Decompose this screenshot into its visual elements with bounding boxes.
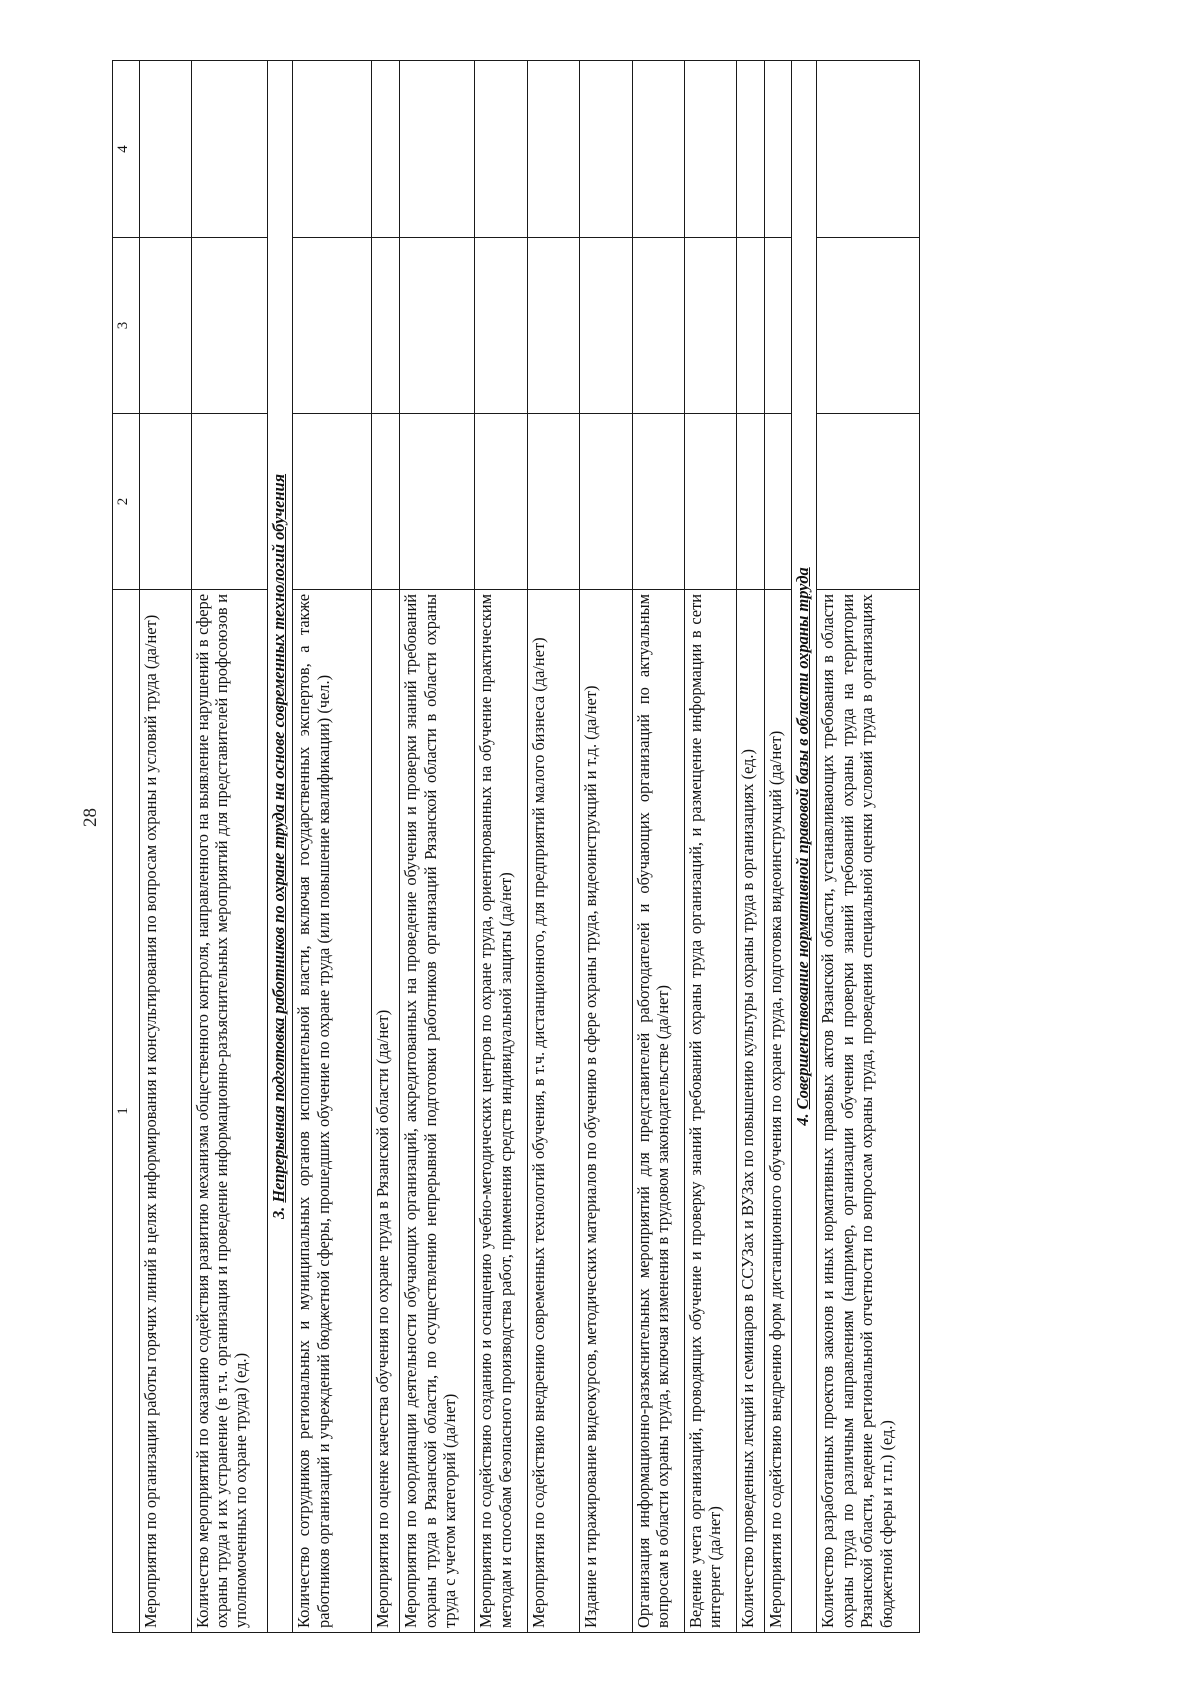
value-cell <box>475 414 527 590</box>
table-row <box>684 61 736 1633</box>
value-cell <box>684 61 736 238</box>
value-cell <box>632 61 684 238</box>
section-number: 4. <box>792 1113 812 1126</box>
value-cell <box>737 238 764 414</box>
value-cell <box>527 238 579 414</box>
table-row <box>764 61 791 1633</box>
header-cell-1: 1 <box>113 590 140 1633</box>
section-number: 3. <box>268 1206 288 1220</box>
row-text: Мероприятия по оценке качества обучения по охране труда в Рязанской области (да/нет) <box>371 590 399 1633</box>
table-row <box>632 61 684 1633</box>
table-row <box>191 61 267 1633</box>
value-cell <box>293 414 372 590</box>
value-cell <box>684 414 736 590</box>
table-row <box>400 61 475 1633</box>
value-cell <box>580 238 632 414</box>
table-row <box>580 61 632 1633</box>
value-cell <box>293 238 372 414</box>
row-text: Количество разработанных проектов законов и иных нормативных правовых актов Рязанской области, устанавливающих требования в области охраны труда по различным направлениям (например, организации обучения и проверки знаний требований охраны труда на территории Рязанской области, ведение региональной отчетности по вопросам охраны труда, проведения специальной оценки условий труда в организациях бюджетной сферы и т.п.) (ед.) <box>817 590 920 1633</box>
table-row <box>371 61 399 1633</box>
value-cell <box>400 61 475 238</box>
value-cell <box>764 414 791 590</box>
value-cell <box>400 238 475 414</box>
section-heading <box>791 61 816 1633</box>
table-row <box>527 61 579 1633</box>
header-cell-2: 2 <box>113 414 140 590</box>
section-title: Совершенствование нормативной правовой базы в области охраны труда <box>792 567 812 1110</box>
value-cell <box>191 414 267 590</box>
value-cell <box>400 414 475 590</box>
value-cell <box>475 61 527 238</box>
table-header-row <box>113 61 140 1633</box>
row-text: Мероприятия по содействию созданию и оснащению учебно-методических центров по охране труда, ориентированных на обучение практическим методам и способам безопасного производства работ, применения средств индивидуальной защиты (да/нет) <box>475 590 527 1633</box>
value-cell <box>632 238 684 414</box>
row-text: Мероприятия по организации работы горячих линий в целях информирования и консультирования по вопросам охраны и условий труда (да/нет) <box>140 590 191 1633</box>
table-row <box>475 61 527 1633</box>
row-text: Количество мероприятий по оказанию содействия развитию механизма общественного контроля, направленного на выявление нарушений в сфере охраны труда и их устранение (в т.ч. организация и проведение информационно-разъяснительных мероприятий для представителей профсоюзов и уполномоченных по охране труда) (ед.) <box>191 590 267 1633</box>
value-cell <box>191 61 267 238</box>
value-cell <box>817 414 920 590</box>
value-cell <box>527 61 579 238</box>
row-text: Количество сотрудников региональных и муниципальных органов исполнительной власти, включая государственных экспертов, а также работников организаций и учреждений бюджетной сферы, прошедших обучение по охране труда (или повышение квалификации) (чел.) <box>293 590 372 1633</box>
value-cell <box>764 61 791 238</box>
value-cell <box>475 238 527 414</box>
header-cell-3: 3 <box>113 238 140 414</box>
value-cell <box>371 414 399 590</box>
header-cell-4: 4 <box>113 61 140 238</box>
value-cell <box>140 414 191 590</box>
page-number: 28 <box>80 808 101 827</box>
table-row <box>293 61 372 1633</box>
row-text: Мероприятия по содействию внедрению форм дистанционного обучения по охране труда, подготовка видеоинструкций (да/нет) <box>764 590 791 1633</box>
value-cell <box>191 238 267 414</box>
value-cell <box>580 61 632 238</box>
row-text: Издание и тиражирование видеокурсов, методических материалов по обучению в сфере охраны труда, видеоинструкций и т.д. (да/нет) <box>580 590 632 1633</box>
table-row <box>817 61 920 1633</box>
row-text: Мероприятия по координации деятельности обучающих организаций, аккредитованных на проведение обучения и проверки знаний требований охраны труда в Рязанской области, по осуществлению непрерывной подготовки работников организаций Рязанской области в области охраны труда с учетом категорий (да/нет) <box>400 590 475 1633</box>
row-text: Ведение учета организаций, проводящих обучение и проверку знаний требований охраны труда организаций, и размещение информации в сети интернет (да/нет) <box>684 590 736 1633</box>
section-heading-row <box>791 61 816 1633</box>
value-cell <box>293 61 372 238</box>
value-cell <box>764 238 791 414</box>
value-cell <box>580 414 632 590</box>
row-text: Мероприятия по содействию внедрению современных технологий обучения, в т.ч. дистанционного, для предприятий малого бизнеса (да/нет) <box>527 590 579 1633</box>
row-text: Количество проведенных лекций и семинаров в ССУЗах и ВУЗах по повышению культуры охраны труда в организациях (ед.) <box>737 590 764 1633</box>
value-cell <box>817 238 920 414</box>
value-cell <box>684 238 736 414</box>
indicators-table <box>112 60 920 1633</box>
table-row <box>737 61 764 1633</box>
value-cell <box>140 238 191 414</box>
section-heading-row <box>267 61 292 1633</box>
section-heading <box>267 61 292 1633</box>
value-cell <box>371 61 399 238</box>
value-cell <box>737 61 764 238</box>
value-cell <box>140 61 191 238</box>
value-cell <box>371 238 399 414</box>
value-cell <box>527 414 579 590</box>
value-cell <box>817 61 920 238</box>
table-row <box>140 61 191 1633</box>
section-title: Непрерывная подготовка работников по охране труда на основе современных технологий обучения <box>268 473 288 1203</box>
value-cell <box>632 414 684 590</box>
row-text: Организация информационно-разъяснительных мероприятий для представителей работодателей и обучающих организаций по актуальным вопросам в области охраны труда, включая изменения в трудовом законодательстве (да/нет) <box>632 590 684 1633</box>
value-cell <box>737 414 764 590</box>
